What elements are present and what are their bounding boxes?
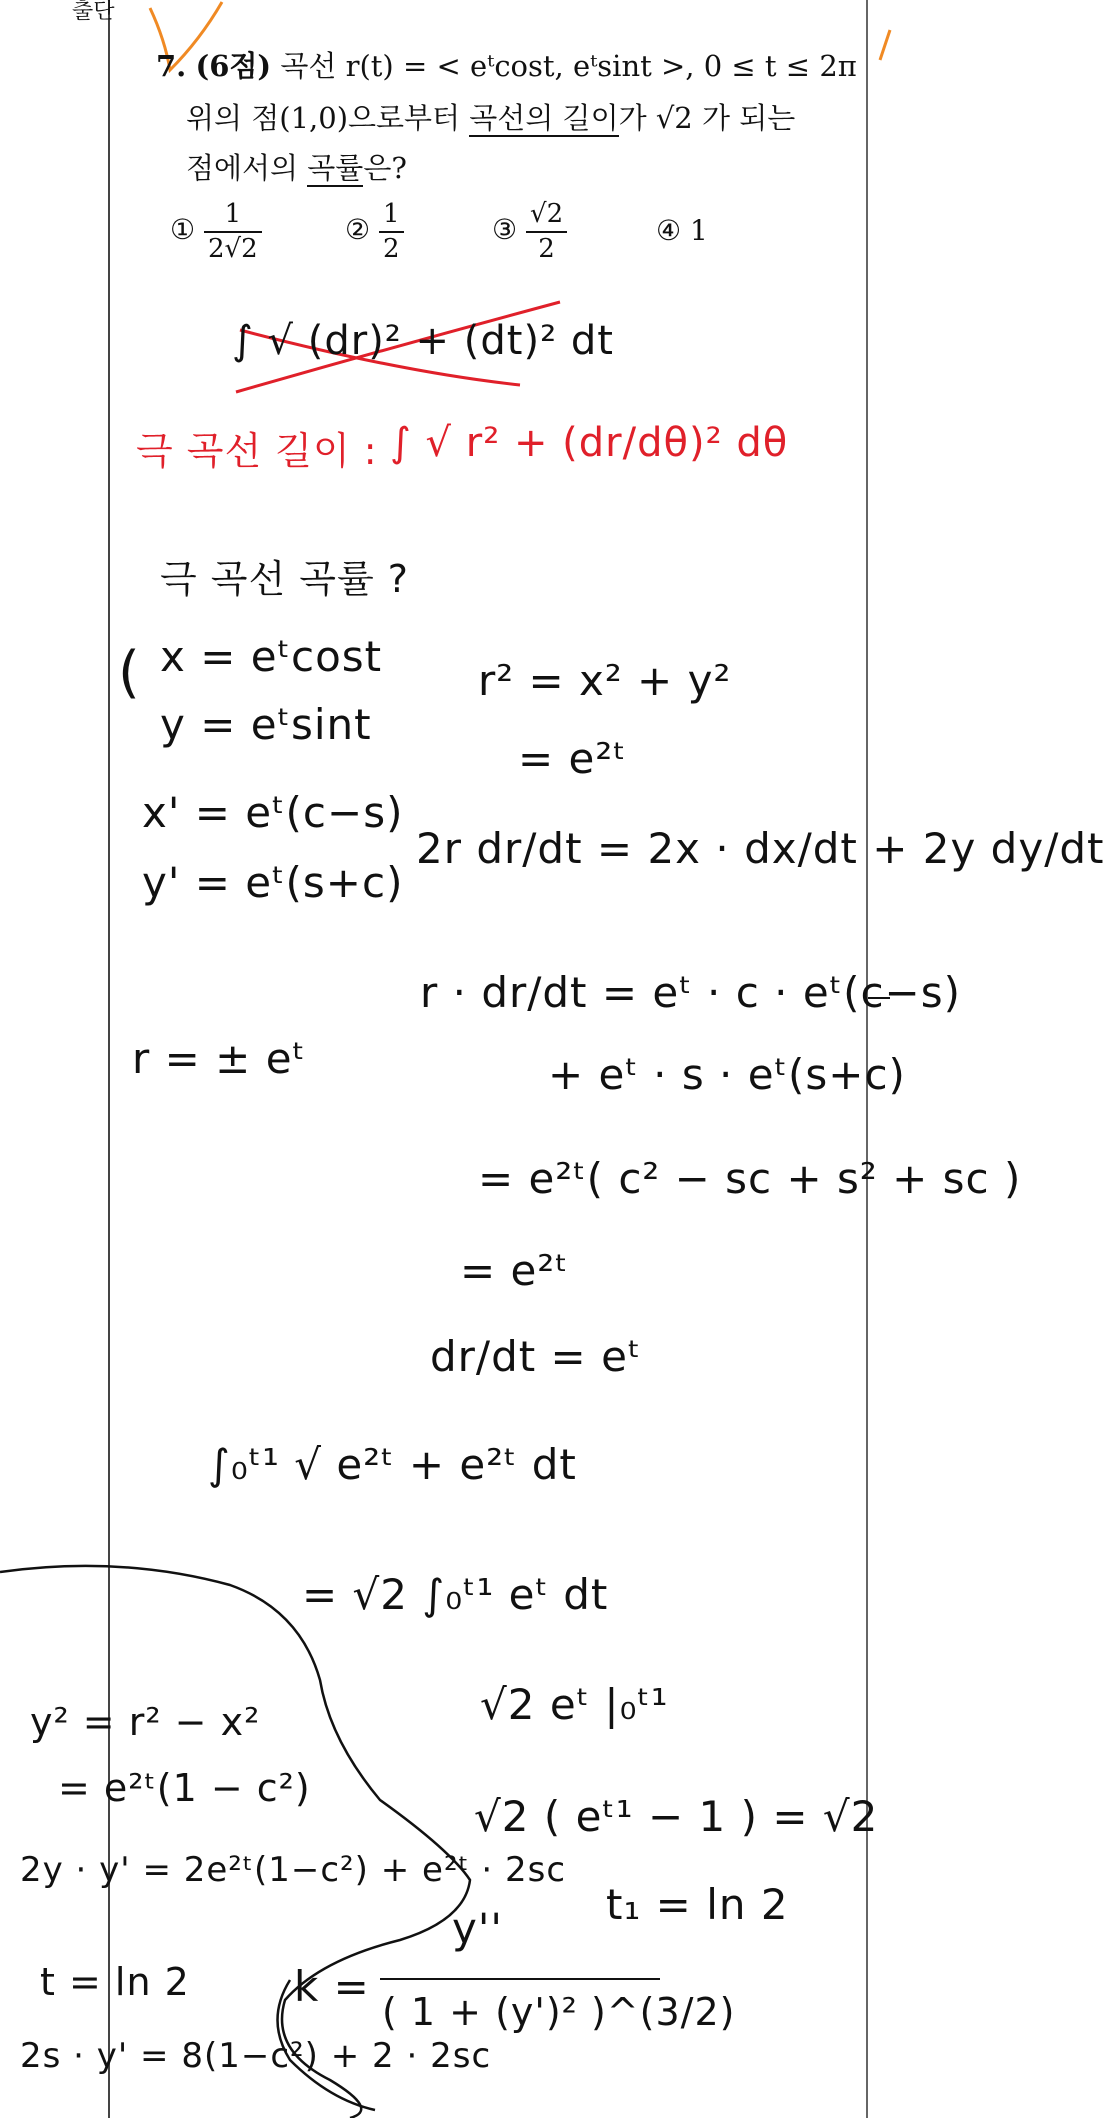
curvature-label: k = [294, 1962, 370, 2011]
y-derivative-equation: 2y · y' = 2e²ᵗ(1−c²) + e²ᵗ · 2sc [20, 1850, 567, 1890]
problem-line-1 [156, 44, 857, 85]
underlined-curvature: 곡률 [307, 151, 364, 185]
problem-line-3: 점에서의 곡률은? [186, 151, 407, 185]
curvature-denominator: ( 1 + (y')² )^(3/2) [382, 1990, 736, 2034]
system-brace: ( [118, 640, 141, 705]
polar-curvature-question: 극 곡선 곡률 ? [160, 557, 409, 601]
polar-length-formula: ∫ √ r² + (dr/dθ)² dθ [390, 420, 789, 466]
r-squared-equation: r² = x² + y² [478, 656, 732, 705]
dr-dt-result: dr/dt = eᵗ [430, 1332, 642, 1381]
x-equation: x = eᵗcost [160, 632, 383, 681]
arc-length-equation: √2 ( eᵗ¹ − 1 ) = √2 [474, 1792, 879, 1841]
curvature-fraction-bar [380, 1978, 660, 1980]
y-squared-equation: y² = r² − x² [30, 1700, 261, 1744]
y-prime-at-ln2: 2s · y' = 8(1−c²) + 2 · 2sc [20, 2036, 492, 2076]
underlined-arc-length: 곡선의 길이 [469, 101, 619, 135]
choice-3[interactable]: ③ $\frac{√2}{2}$ [492, 198, 567, 265]
implicit-diff-equation: 2r dr/dt = 2x · dx/dt + 2y dy/dt [416, 824, 1104, 873]
arc-length-simplified: = √2 ∫₀ᵗ¹ eᵗ dt [302, 1570, 609, 1619]
crossed-formula: ∫ √ (dr)² + (dt)² dt [232, 318, 614, 364]
r-dr-line-3: = e²ᵗ( c² − sc + s² + sc ) [478, 1154, 1022, 1203]
r-plus-minus: r = ± eᵗ [132, 1034, 306, 1083]
choice-4[interactable]: ④ 1 [656, 214, 708, 247]
y-equation: y = eᵗsint [160, 700, 372, 749]
arc-length-integral: ∫₀ᵗ¹ √ e²ᵗ + e²ᵗ dt [208, 1440, 577, 1489]
t-ln2: t = ln 2 [40, 1960, 190, 2004]
arc-length-evaluated: √2 eᵗ |₀ᵗ¹ [480, 1680, 669, 1729]
x-prime-equation: x' = eᵗ(c−s) [142, 788, 404, 837]
y-prime-equation: y' = eᵗ(s+c) [142, 858, 404, 907]
choice-1[interactable]: ① $\frac{1}{2√2}$ [170, 198, 262, 265]
corner-mark: 출단 [72, 0, 115, 24]
curvature-numerator: y'' [452, 1904, 503, 1953]
problem-curve: 곡선 r(t) = < eᵗcost, eᵗsint >, 0 ≤ t ≤ 2π [280, 49, 857, 83]
polar-length-label: 극 곡선 길이 : [136, 429, 378, 473]
y-squared-expanded: = e²ᵗ(1 − c²) [58, 1766, 311, 1810]
r-dr-line-4: = e²ᵗ [460, 1246, 569, 1295]
r-squared-result: = e²ᵗ [518, 734, 627, 783]
problem-number: 7. [156, 49, 187, 83]
t1-result: t₁ = ln 2 [606, 1880, 789, 1929]
problem-points: (6점) [195, 49, 272, 83]
r-dr-line-1: r · dr/dt = eᵗ · c · eᵗ(c−s) [420, 968, 962, 1017]
problem-line-2: 위의 점(1,0)으로부터 곡선의 길이가 √2 가 되는 [186, 101, 796, 135]
r-dr-line-2: + eᵗ · s · eᵗ(s+c) [548, 1050, 906, 1099]
choice-2[interactable]: ② $\frac{1}{2}$ [345, 198, 404, 265]
